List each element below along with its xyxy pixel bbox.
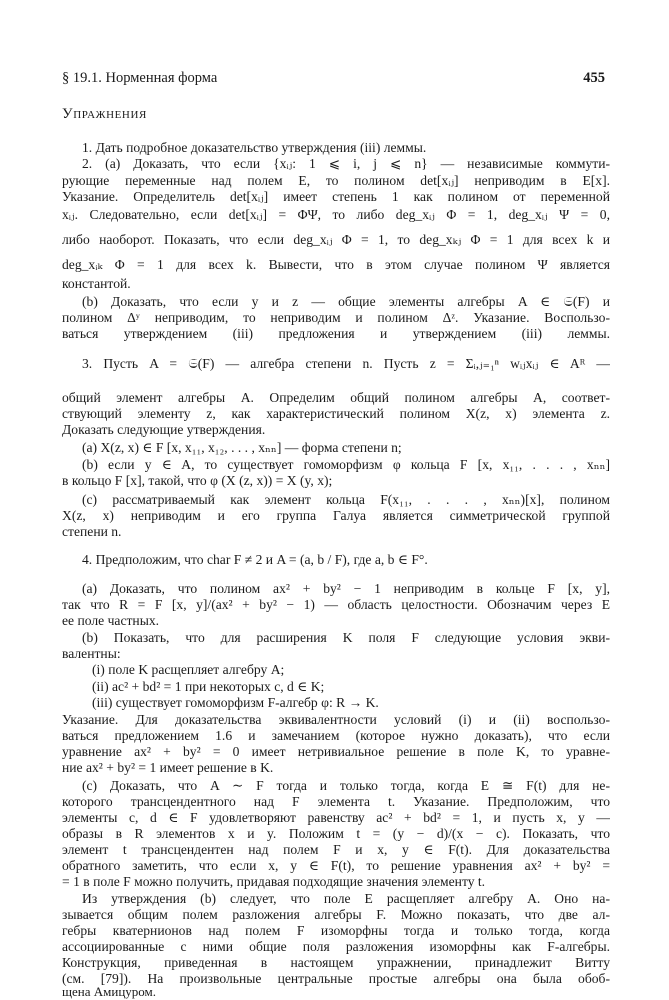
exercise-4a-line: так что R = F [x, y]/(ax² + by² − 1) — область целостности. Обозначим через E xyxy=(62,597,610,612)
exercise-2-line: xᵢⱼ. Следовательно, если det[xᵢⱼ] = ΦΨ, то либо deg_xᵢⱼ Φ = 1, deg_xᵢⱼ Ψ = 0, xyxy=(62,207,610,222)
exercise-4-hint-line: уравнение ax² + by² = 0 имеет нетривиальное решение в поле K, то уравне- xyxy=(62,744,610,759)
exercise-3b-line: (b) если y ∈ A, то существует гомоморфизм φ кольца F [x, x₁₁, . . . , xₙₙ] xyxy=(82,457,610,472)
exercise-2-line: рующие переменные над полем E, то полином det[xᵢⱼ] неприводим в E[x]. xyxy=(62,173,610,188)
exercise-4b-line: валентны: xyxy=(62,646,121,661)
exercise-4b-item: (iii) существует гомоморфизм F-алгебр φ: R → K. xyxy=(92,695,379,710)
closing-paragraph-line: Конструкция, приведенная в настоящем упражнении, принадлежит Витту xyxy=(62,955,610,970)
section-title: Упражнения xyxy=(62,106,147,122)
exercise-3-line: 3. Пусть A = 𝔖(F) — алгебра степени n. Пусть z = Σᵢ,ⱼ₌₁ⁿ wᵢⱼxᵢⱼ ∈ Aᴿ — xyxy=(82,356,610,371)
exercise-3-line: Доказать следующие утверждения. xyxy=(62,422,266,437)
exercise-4c-line: образы в R элементов x и y. Положим t = (y − d)/(x − c). Показать, что xyxy=(62,826,610,841)
exercise-4a-line: ее поле частных. xyxy=(62,613,160,628)
exercise-3a: (a) X(z, x) ∈ F [x, x₁₁, x₁₂, . . . , xₙₙ] — форма степени n; xyxy=(82,440,402,455)
exercise-4c-line: которого трансцендентного над F элемента t. Указание. Предположим, что xyxy=(62,794,610,809)
exercise-4b-line: (b) Показать, что для расширения K поля F следующие условия экви- xyxy=(82,630,610,645)
exercise-2b-line: (b) Доказать, что если y и z — общие элементы алгебры A ∈ 𝔖(F) и xyxy=(82,294,610,309)
running-header-section: § 19.1. Норменная форма xyxy=(62,70,218,86)
exercise-2-line: 2. (a) Доказать, что если {xᵢⱼ: 1 ⩽ i, j ⩽ n} — независимые коммути- xyxy=(82,156,610,171)
closing-paragraph-line: ассоциированные с ними общие поля разложения изоморфны как F-алгебры. xyxy=(62,939,610,954)
exercise-4-line: 4. Предположим, что char F ≠ 2 и A = (a, b / F), где a, b ∈ F°. xyxy=(82,552,428,567)
exercise-3-line: общий элемент алгебры A. Определим общий полином алгебры A, соответ- xyxy=(62,390,610,405)
exercise-3-line: ствующий элементу z, как характеристический полином X(z, x) элемента z. xyxy=(62,406,610,421)
exercise-1: 1. Дать подробное доказательство утверждения (iii) леммы. xyxy=(82,140,427,155)
exercise-4a-line: (a) Доказать, что полином ax² + by² − 1 неприводим в кольце F [x, y], xyxy=(82,581,610,596)
exercise-4-hint-line: Указание. Для доказательства эквивалентности условий (i) и (ii) воспользо- xyxy=(62,712,610,727)
exercise-2b-line: ваться утверждением (iii) предложения и утверждением (iii) леммы. xyxy=(62,326,610,341)
exercise-4b-item: (ii) ac² + bd² = 1 при некоторых c, d ∈ K; xyxy=(92,679,325,694)
exercise-3c-line: степени n. xyxy=(62,524,122,539)
exercise-4c-line: = 1 в поле F можно получить, придавая подходящие значения элементу t. xyxy=(62,874,486,889)
exercise-4c-line: обратного заметить, что если x, y ∈ F(t), то решение уравнения ax² + by² = xyxy=(62,858,610,873)
closing-paragraph-line: щена Амицуром. xyxy=(62,984,157,999)
exercise-3c-line: (c) рассматриваемый как элемент кольца F(x₁₁, . . . , xₙₙ)[x], полином xyxy=(82,492,610,507)
exercise-2b-line: полином Δʸ неприводим, то неприводим и полином Δᶻ. Указание. Воспользо- xyxy=(62,310,610,325)
closing-paragraph-line: зывается общим полем разложения алгебры F. Можно показать, что две ал- xyxy=(62,907,610,922)
exercise-4c-line: (c) Доказать, что A ∼ F тогда и только тогда, когда E ≅ F(t) для не- xyxy=(82,778,610,793)
exercise-3b-line: в кольцо F [x], такой, что φ (X (z, x)) = X (y, x); xyxy=(62,473,333,488)
exercise-4-hint-line: ние ax² + by² = 1 имеет решение в K. xyxy=(62,760,274,775)
exercise-4b-item: (i) поле K расщепляет алгебру A; xyxy=(92,662,285,677)
exercise-2-line: deg_xᵢₖ Φ = 1 для всех k. Вывести, что в этом случае полином Ψ является xyxy=(62,257,610,272)
closing-paragraph-line: Из утверждения (b) следует, что поле E расщепляет алгебру A. Оно на- xyxy=(82,891,610,906)
exercise-4c-line: элемент t трансцендентен над полем F и x, y ∈ F(t). Для доказательства xyxy=(62,842,610,857)
page-number: 455 xyxy=(583,70,605,86)
exercise-3c-line: X(z, x) неприводим и его группа Галуа является симметрической группой xyxy=(62,508,610,523)
exercise-4-hint-line: ваться предложением 1.6 и замечанием (которое нужно доказать), что если xyxy=(62,728,610,743)
exercise-2-line: либо наоборот. Показать, что если deg_xᵢⱼ Φ = 1, то deg_xₖⱼ Φ = 1 для всех k и xyxy=(62,232,610,247)
closing-paragraph-line: (см. [79]). На произвольные центральные простые алгебры она была обоб- xyxy=(62,971,610,986)
closing-paragraph-line: гебры кватернионов над полем F изоморфны тогда и только тогда, когда xyxy=(62,923,610,938)
exercise-2-line: Указание. Определитель det[xᵢⱼ] имеет степень 1 как полином от переменной xyxy=(62,189,610,204)
exercise-4c-line: элементы c, d ∈ F удовлетворяют равенству ac² + bd² = 1, и пусть x, y — xyxy=(62,810,610,825)
exercise-2-line: константой. xyxy=(62,276,131,291)
